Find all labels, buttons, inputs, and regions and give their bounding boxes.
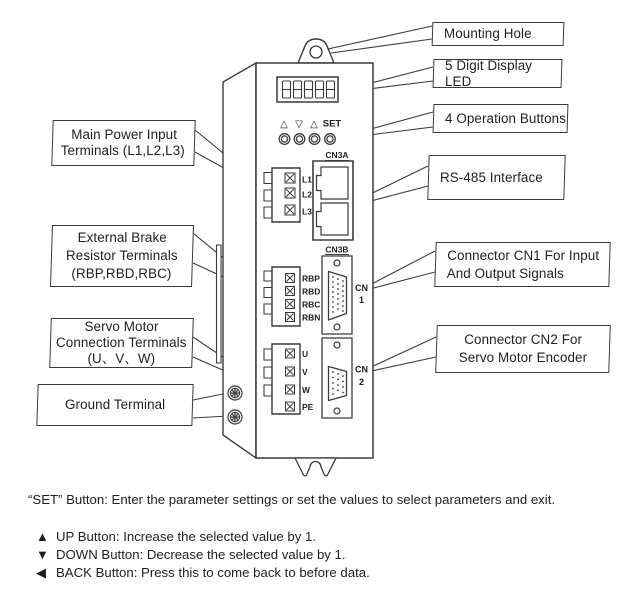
set-button-note: “SET” Button: Enter the parameter settings or set the values to select parameters and exit. — [28, 492, 556, 507]
mounting-tab — [298, 39, 334, 63]
callout-main-power-line1: Main Power Input — [70, 127, 177, 142]
up-filled-triangle-icon: ▲ — [36, 529, 49, 544]
cn2-panel-label: CN — [355, 364, 368, 375]
legend-down-button — [36, 547, 346, 562]
terminal-label-u: U — [302, 349, 309, 359]
back-triangle-icon: △ — [310, 119, 318, 130]
callout-ground-label: Ground Terminal — [64, 397, 166, 412]
back-filled-triangle-icon: ◀ — [36, 565, 46, 580]
callout-mounting-hole-label: Mounting Hole — [444, 26, 532, 41]
set-label: SET — [322, 118, 342, 130]
terminal-label-pe: PE — [302, 402, 314, 412]
power-terminal-block — [264, 168, 312, 222]
display-led — [277, 77, 338, 102]
down-triangle-icon: ▽ — [295, 119, 303, 130]
terminal-label-rbc: RBC — [302, 299, 321, 310]
power-screws[interactable] — [285, 173, 295, 215]
callout-mounting-hole — [432, 22, 565, 46]
callout-cn2-line2: Servo Motor Encoder — [458, 350, 587, 365]
mounting-hole-circle — [310, 46, 322, 58]
up-triangle-icon: △ — [280, 119, 288, 130]
legend-back-text: BACK Button: Press this to come back to before data. — [56, 565, 370, 580]
down-filled-triangle-icon: ▼ — [36, 547, 49, 562]
cn1-panel-number: 1 — [358, 295, 365, 305]
cn3-connectors — [313, 150, 353, 255]
callout-main-power-line2: Terminals (L1,L2,L3) — [61, 143, 186, 158]
callout-brake-line3: (RBP,RBD,RBC) — [71, 266, 172, 281]
terminal-label-rbp: RBP — [302, 273, 320, 284]
cn2-screw-top — [334, 342, 340, 348]
cn2-screw-bottom — [334, 408, 340, 414]
terminal-label-w: W — [302, 385, 311, 395]
callout-brake-line2: Resistor Terminals — [66, 248, 178, 263]
callout-cn1 — [434, 242, 610, 287]
legend-down-text: DOWN Button: Decrease the selected value by 1. — [56, 547, 346, 562]
callout-operation-buttons-label: 4 Operation Buttons — [445, 110, 567, 126]
cn3a-label: CN3A — [325, 150, 349, 160]
legend-back-button — [36, 565, 370, 580]
callout-rs485-label: RS-485 Interface — [440, 169, 543, 185]
callout-cn1-line2: And Output Signals — [446, 265, 564, 281]
side-slot — [217, 245, 222, 363]
callout-servo-line2: Connection Terminals — [56, 335, 187, 350]
callout-servo-motor — [49, 318, 194, 368]
cn1-panel-label: CN — [355, 283, 368, 293]
legend-up-text: UP Button: Increase the selected value by 1. — [56, 529, 317, 544]
terminal-label-rbn: RBN — [302, 312, 321, 323]
cn2-panel-number: 2 — [358, 377, 365, 387]
callout-ground-terminal — [36, 384, 193, 426]
terminal-label-l1: L1 — [302, 174, 312, 185]
rj45-jack-cn3b[interactable] — [317, 203, 349, 235]
callout-display-led-label: 5 Digit Display LED — [445, 57, 533, 89]
cn2-dsub[interactable] — [329, 367, 347, 401]
callout-rs485 — [427, 155, 565, 200]
callout-brake-resistor — [50, 225, 194, 287]
callout-main-power — [51, 120, 195, 166]
terminal-label-v: V — [302, 367, 308, 377]
callout-servo-line1: Servo Motor — [84, 319, 160, 334]
cn3b-label: CN3B — [325, 244, 349, 255]
legend-up-button — [36, 529, 316, 544]
callout-cn1-line1: Connector CN1 For Input — [447, 247, 600, 263]
callout-servo-line3: (U、V、W) — [87, 351, 155, 366]
callout-brake-line1: External Brake — [77, 230, 168, 245]
bottom-mounting-tab — [295, 458, 336, 476]
cn1-screw-bottom — [334, 324, 340, 330]
callout-operation-buttons — [433, 104, 569, 133]
callout-cn2-line1: Connector CN2 For — [464, 332, 583, 347]
cn1-screw-top — [334, 260, 340, 266]
callout-cn2 — [435, 325, 611, 373]
terminal-label-rbd: RBD — [302, 286, 321, 297]
callout-display-led — [433, 59, 563, 88]
rj45-jack-cn3a[interactable] — [317, 167, 349, 199]
terminal-label-l3: L3 — [302, 206, 312, 217]
terminal-label-l2: L2 — [302, 189, 312, 200]
